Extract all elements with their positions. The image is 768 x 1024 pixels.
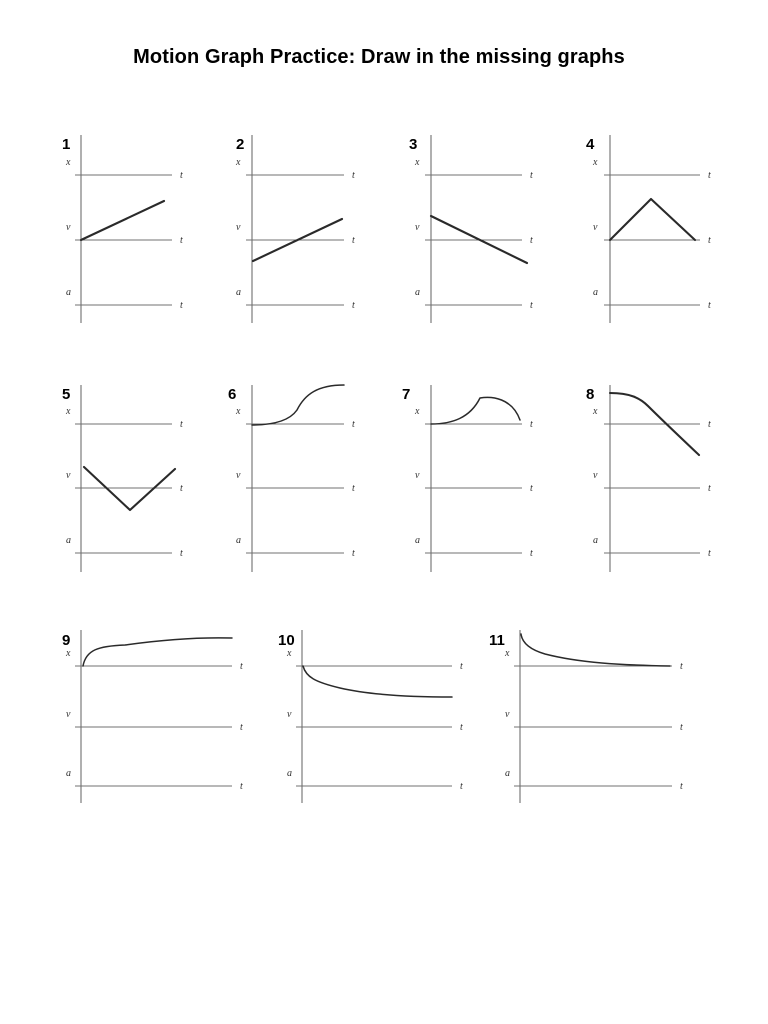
velocity-axis-label: v: [236, 470, 241, 481]
time-axis-label: t: [708, 170, 711, 181]
time-axis-label: t: [530, 419, 533, 430]
position-axis-label: x: [287, 648, 292, 659]
graph-panel-5: [62, 385, 183, 572]
acceleration-axis-label: a: [66, 768, 71, 779]
problem-number: 8: [586, 386, 595, 403]
position-axis-label: x: [236, 157, 241, 168]
page-title: Motion Graph Practice: Draw in the missing graphs: [133, 46, 625, 68]
given-x-curve: [303, 666, 452, 697]
time-axis-label: t: [240, 661, 243, 672]
time-axis-label: t: [530, 300, 533, 311]
position-axis-label: x: [593, 406, 598, 417]
time-axis-label: t: [180, 548, 183, 559]
acceleration-axis-label: a: [66, 287, 71, 298]
time-axis-label: t: [180, 235, 183, 246]
position-axis-label: x: [415, 157, 420, 168]
problem-number: 6: [228, 386, 237, 403]
problem-number: 11: [489, 632, 505, 649]
time-axis-label: t: [352, 235, 355, 246]
time-axis-label: t: [352, 419, 355, 430]
velocity-axis-label: v: [66, 470, 71, 481]
velocity-axis-label: v: [593, 222, 598, 233]
time-axis-label: t: [180, 300, 183, 311]
time-axis-label: t: [680, 781, 683, 792]
graph-panel-8: [586, 385, 711, 572]
problem-number: 10: [278, 632, 295, 649]
time-axis-label: t: [352, 170, 355, 181]
problem-number: 4: [586, 136, 595, 153]
time-axis-label: t: [240, 722, 243, 733]
graph-panel-2: [235, 135, 355, 323]
given-x-curve: [83, 638, 232, 666]
time-axis-label: t: [530, 170, 533, 181]
velocity-axis-label: v: [593, 470, 598, 481]
position-axis-label: x: [236, 406, 241, 417]
acceleration-axis-label: a: [66, 535, 71, 546]
velocity-axis-label: v: [236, 222, 241, 233]
graph-panel-1: [62, 135, 183, 323]
problem-number: 1: [62, 136, 71, 153]
time-axis-label: t: [530, 548, 533, 559]
acceleration-axis-label: a: [505, 768, 510, 779]
time-axis-label: t: [708, 235, 711, 246]
position-axis-label: x: [66, 157, 71, 168]
velocity-axis-label: v: [415, 222, 420, 233]
graph-panel-3: [409, 135, 533, 323]
problem-number: 2: [236, 136, 245, 153]
given-x-curve: [521, 634, 670, 666]
time-axis-label: t: [708, 300, 711, 311]
time-axis-label: t: [352, 548, 355, 559]
time-axis-label: t: [180, 419, 183, 430]
given-v-curve: [81, 201, 164, 240]
velocity-axis-label: v: [66, 709, 71, 720]
position-axis-label: x: [66, 648, 71, 659]
acceleration-axis-label: a: [236, 287, 241, 298]
time-axis-label: t: [352, 300, 355, 311]
acceleration-axis-label: a: [593, 535, 598, 546]
position-axis-label: x: [415, 406, 420, 417]
acceleration-axis-label: a: [287, 768, 292, 779]
problem-number: 5: [62, 386, 71, 403]
time-axis-label: t: [680, 661, 683, 672]
time-axis-label: t: [460, 661, 463, 672]
graph-panel-9: [62, 630, 243, 803]
time-axis-label: t: [352, 483, 355, 494]
velocity-axis-label: v: [415, 470, 420, 481]
time-axis-label: t: [460, 722, 463, 733]
time-axis-label: t: [708, 483, 711, 494]
time-axis-label: t: [708, 419, 711, 430]
time-axis-label: t: [708, 548, 711, 559]
problem-number: 9: [62, 632, 71, 649]
position-axis-label: x: [593, 157, 598, 168]
given-v-curve: [610, 199, 695, 240]
time-axis-label: t: [180, 170, 183, 181]
acceleration-axis-label: a: [236, 535, 241, 546]
given-x-curve: [431, 397, 520, 424]
time-axis-label: t: [530, 235, 533, 246]
problem-number: 7: [402, 386, 411, 403]
graph-panel-7: [402, 385, 533, 572]
velocity-axis-label: v: [287, 709, 292, 720]
velocity-axis-label: v: [66, 222, 71, 233]
given-x-curve: [252, 385, 344, 425]
graph-panel-11: [489, 630, 683, 803]
graph-panel-4: [586, 135, 711, 323]
acceleration-axis-label: a: [415, 287, 420, 298]
time-axis-label: t: [240, 781, 243, 792]
position-axis-label: x: [505, 648, 510, 659]
acceleration-axis-label: a: [415, 535, 420, 546]
acceleration-axis-label: a: [593, 287, 598, 298]
time-axis-label: t: [530, 483, 533, 494]
time-axis-label: t: [460, 781, 463, 792]
time-axis-label: t: [680, 722, 683, 733]
graph-panel-6: [228, 385, 355, 572]
position-axis-label: x: [66, 406, 71, 417]
velocity-axis-label: v: [505, 709, 510, 720]
problem-number: 3: [409, 136, 418, 153]
time-axis-label: t: [180, 483, 183, 494]
graph-panel-10: [278, 630, 463, 803]
